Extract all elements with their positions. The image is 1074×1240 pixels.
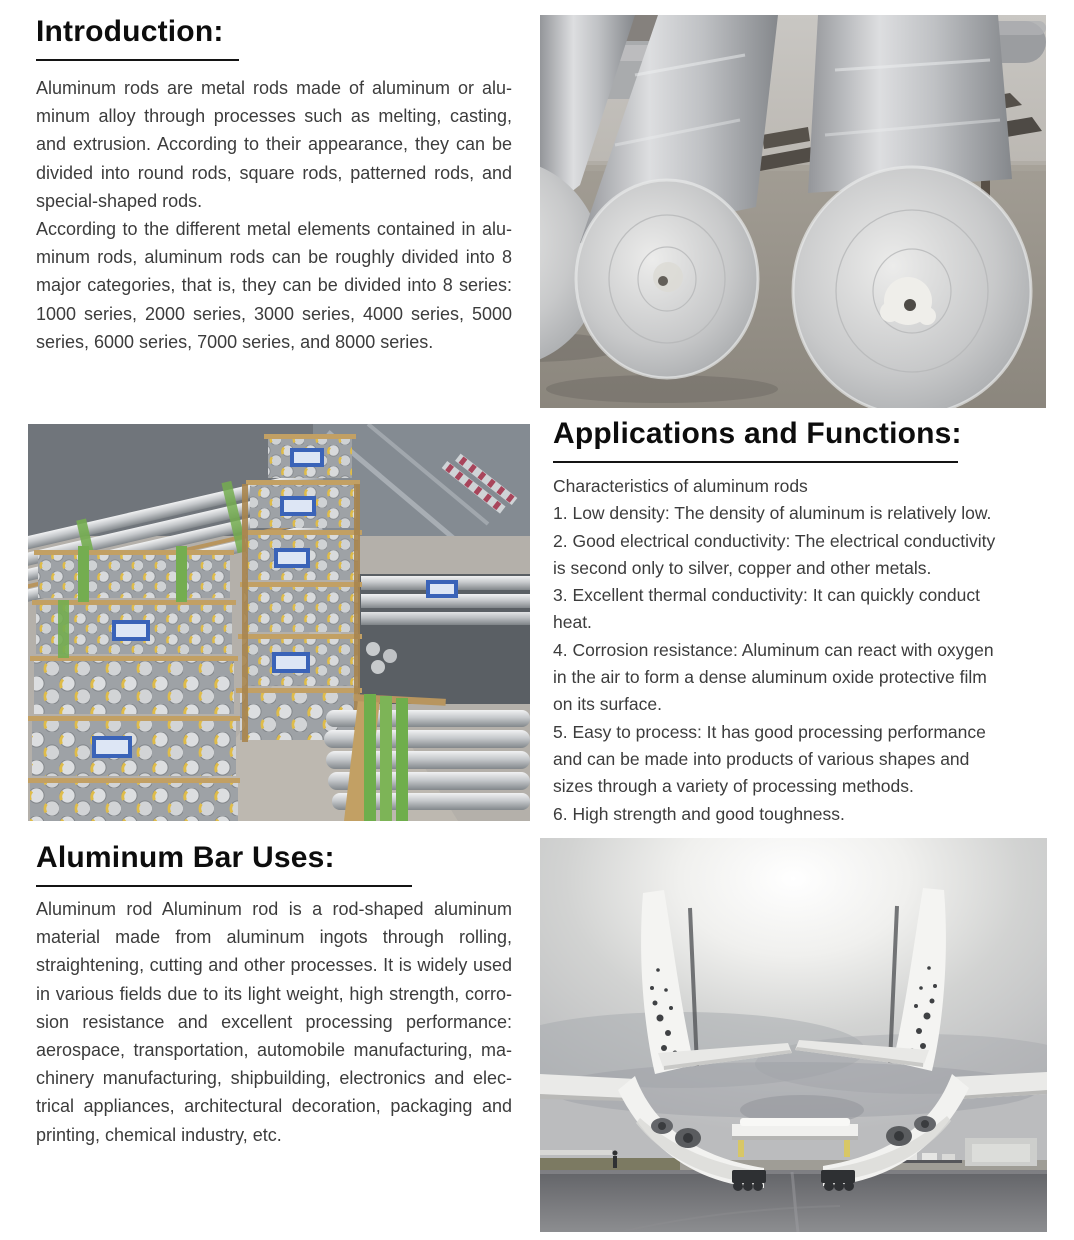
uses-heading: Aluminum Bar Uses:	[36, 841, 335, 874]
introduction-paragraph-1	[36, 74, 512, 215]
applications-item-6	[553, 801, 1023, 828]
applications-item-2	[553, 528, 1023, 583]
text-line: 3. Excellent thermal conductivity: It can quickly conduct	[553, 585, 981, 606]
text-line: aerospace, transportation, automobile manufacturing, ma-	[36, 1040, 512, 1061]
text-line: minum rods, aluminum rods can be roughly divided into 8	[36, 247, 512, 268]
twin-fuselage-aircraft-illustration	[540, 838, 1047, 1232]
uses-text	[36, 895, 512, 1149]
text-line: heat.	[553, 612, 592, 633]
text-line: major categories, that is, they can be divided into 8 series:	[36, 275, 512, 296]
aluminum-rod-bundles-illustration	[28, 424, 530, 821]
text-line: material made from aluminum ingots through rolling,	[36, 927, 512, 948]
text-line: in various fields due to its light weight, high strength, corro-	[36, 983, 512, 1004]
applications-text	[553, 473, 1023, 828]
text-line: is second only to silver, copper and other metals.	[553, 557, 932, 578]
text-line: and can be made into products of various shapes and	[553, 748, 970, 769]
aluminum-billets-illustration	[540, 15, 1046, 408]
applications-heading: Applications and Functions:	[553, 417, 962, 450]
introduction-section	[36, 14, 512, 356]
text-line: According to the different metal elements contained in alu-	[36, 219, 512, 240]
text-line: sion resistance and excellent processing performance:	[36, 1011, 512, 1032]
text-line: minum alloy through processes such as melting, casting,	[36, 106, 512, 127]
text-line: 1. Low density: The density of aluminum is relatively low.	[553, 503, 992, 524]
twin-fuselage-aircraft-photo	[540, 838, 1047, 1232]
text-line: 1000 series, 2000 series, 3000 series, 4000 series, 5000	[36, 303, 512, 324]
text-line: Aluminum rod Aluminum rod is a rod-shaped aluminum	[36, 899, 512, 919]
text-line: straightening, cutting and other processes. It is widely used	[36, 955, 512, 976]
applications-intro-line: Characteristics of aluminum rods	[553, 476, 808, 496]
applications-item-3	[553, 582, 1023, 637]
text-line: chinery manufacturing, shipbuilding, electronics and elec-	[36, 1068, 512, 1089]
text-line: and extrusion. According to their appearance, they can be	[36, 134, 512, 155]
applications-section	[553, 416, 1033, 828]
uses-heading-underline	[36, 885, 412, 887]
introduction-heading-underline	[36, 59, 239, 61]
applications-heading-underline	[553, 461, 958, 463]
text-line: Aluminum rods are metal rods made of aluminum or alu-	[36, 78, 512, 98]
text-line: 5. Easy to process: It has good processing performance	[553, 721, 986, 742]
text-line: sizes through a variety of processing methods.	[553, 776, 914, 797]
introduction-text	[36, 74, 512, 356]
aluminum-billets-photo	[540, 15, 1046, 408]
text-line: divided into round rods, square rods, patterned rods, and	[36, 162, 512, 183]
text-line: 2. Good electrical conductivity: The electrical conductivity	[553, 530, 996, 551]
text-line: special-shaped rods.	[36, 190, 203, 211]
text-line: in the air to form a dense aluminum oxide protective film	[553, 667, 987, 688]
applications-item-5	[553, 719, 1023, 801]
text-line: trical appliances, architectural decoration, packaging and	[36, 1096, 512, 1117]
applications-item-1	[553, 500, 1023, 527]
introduction-paragraph-2	[36, 215, 512, 356]
introduction-heading: Introduction:	[36, 15, 224, 48]
uses-section	[36, 840, 512, 1149]
text-line: 6. High strength and good toughness.	[553, 803, 845, 824]
aluminum-rod-bundles-photo	[28, 424, 530, 821]
uses-paragraph-1	[36, 895, 512, 1149]
text-line: 4. Corrosion resistance: Aluminum can react with oxygen	[553, 639, 994, 660]
text-line: series, 6000 series, 7000 series, and 8000 series.	[36, 331, 434, 352]
applications-item-4	[553, 637, 1023, 719]
text-line: on its surface.	[553, 694, 662, 715]
text-line: printing, chemical industry, etc.	[36, 1124, 282, 1145]
